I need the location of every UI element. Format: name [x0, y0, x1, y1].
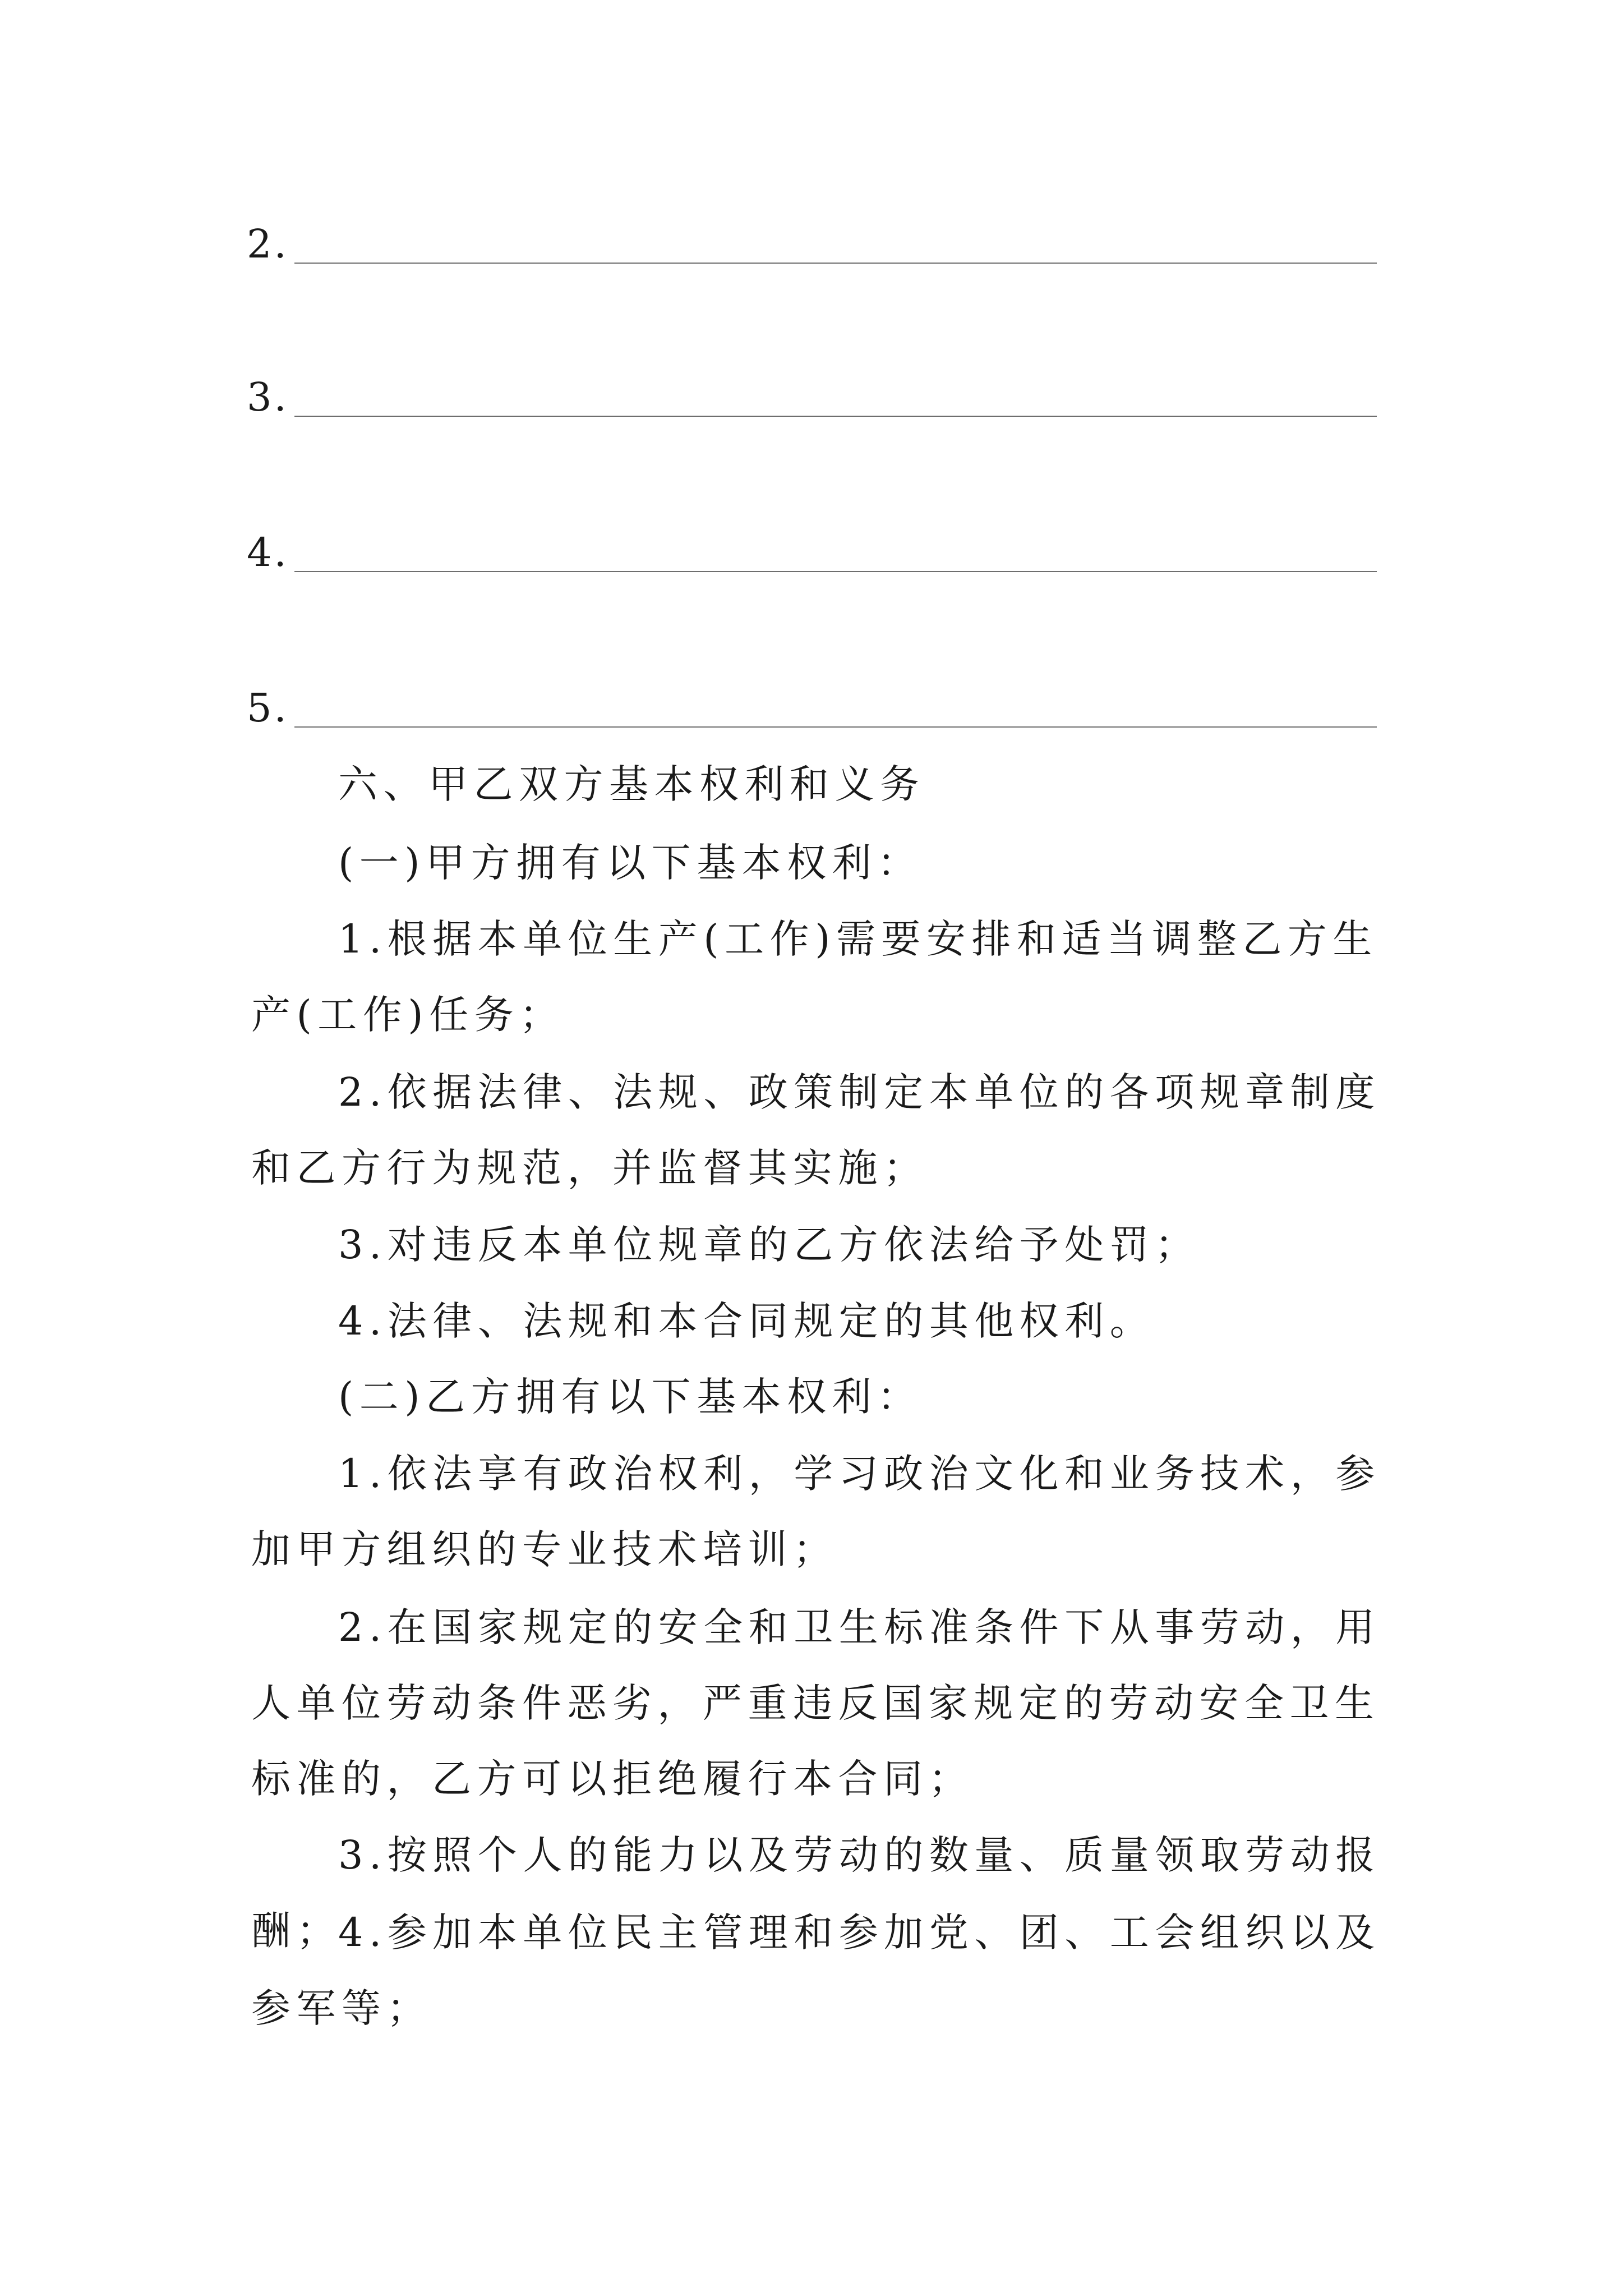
blank-item [247, 510, 1377, 576]
blank-item-number: 3. [247, 374, 289, 420]
blank-underline [294, 263, 1377, 264]
blank-underline [294, 571, 1377, 572]
blank-item [247, 202, 1377, 267]
blank-underline [294, 726, 1377, 728]
clause-paragraph: 4.法律、法规和本合同规定的其他权利。 [338, 1298, 1155, 1344]
clause-paragraph: 2.依据法律、法规、政策制定本单位的各项规章制度和乙方行为规范，并监督其实施； [251, 1069, 1381, 1191]
blank-underline [294, 416, 1377, 417]
blank-item [247, 355, 1377, 420]
clause-paragraph: 3.对违反本单位规章的乙方依法给予处罚； [338, 1222, 1200, 1268]
clause-paragraph: 3.按照个人的能力以及劳动的数量、质量领取劳动报酬； [251, 1832, 1381, 1954]
blank-item [247, 666, 1377, 731]
clause-paragraph: 4.参加本单位民主管理和参加党、团、工会组织以及参军等； [251, 1910, 1381, 2031]
blank-item-number: 4. [247, 530, 289, 576]
subsection-heading: (一)甲方拥有以下基本权利： [338, 840, 923, 886]
clause-paragraph: 1.依法享有政治权利，学习政治文化和业务技术，参加甲方组织的专业技术培训； [251, 1451, 1381, 1572]
section-heading: 六、甲乙双方基本权利和义务 [338, 761, 925, 807]
clause-paragraph: 2.在国家规定的安全和卫生标准条件下从事劳动，用人单位劳动条件恶劣，严重违反国家规定的劳动安全卫生标准的，乙方可以拒绝履行本合同； [251, 1604, 1381, 1802]
subsection-heading: (二)乙方拥有以下基本权利： [338, 1374, 923, 1420]
blank-item-number: 5. [247, 685, 289, 731]
blank-item-number: 2. [247, 221, 289, 267]
clause-paragraph: 1.根据本单位生产(工作)需要安排和适当调整乙方生产(工作)任务； [251, 916, 1378, 1038]
